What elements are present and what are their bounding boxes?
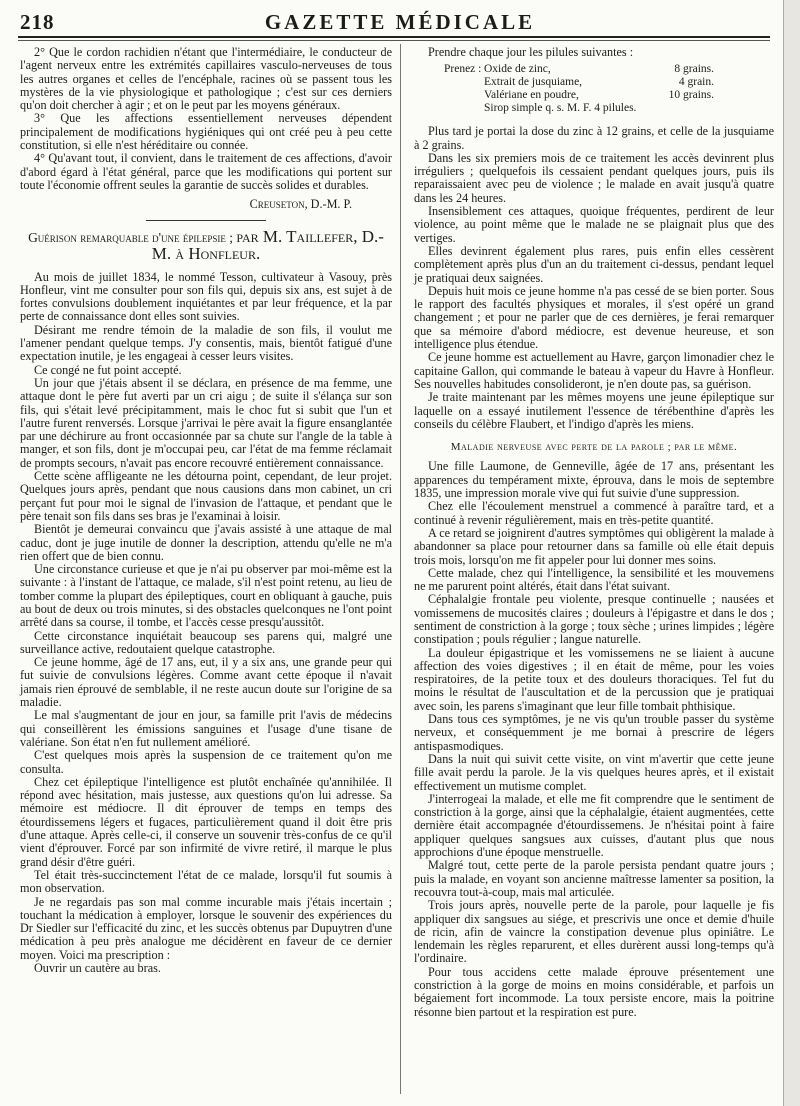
paragraph: Je traite maintenant par les mêmes moyens une jeune épileptique sur laquelle on a essayé inutilement l'essence de térébenthine d'après les conseils du célèbre Flaubert, et l'indigo d'après les miens. xyxy=(414,390,774,431)
paragraph: Ce congé ne fut point accepté. xyxy=(34,362,182,377)
paragraph: 3° Que les affections essentiellement nerveuses dépendent principalement de modifications hygiéniques qui ont créé peu à peu cette constitution, si elle n'est héréditaire ou connée. xyxy=(20,111,392,153)
paragraph: Je ne regardais pas son mal comme incurable mais j'étais incertain ; touchant la médication à employer, lorsque le souvenir des expériences du Dr Siedler sur l'efficacité du zinc, et les succès obtenus par Dupuytren d'une médication à peu près analogue me décidèrent en faveur de ce dernier moyen. Voici ma prescription : xyxy=(20,894,392,962)
prescription-qty: 4 grain. xyxy=(678,76,714,89)
paragraph: Un jour que j'étais absent il se déclara, en présence de ma femme, une attaque dont le père fut averti par un cri aigu ; de suite il s'élança sur son fils, qui s'était levé précipitamment, mais le choc fut si subit que l'un et l'autre furent renversés. Lorsque j'arrivai le père avait la figure ensanglantée par une déchirure au front occasionnée par sa chute sur l'angle de la table à manger, et son fils, dont je m'occupai peu, car l'état de ma femme réclamait de prompts secours, n'avait pas encore recouvré entièrement connaissance. xyxy=(20,375,392,470)
paragraph: Chez elle l'écoulement menstruel a commencé à paraître tard, et a continué à revenir régulièrement, mais en très-petite quantité. xyxy=(414,499,774,527)
page-edge xyxy=(783,0,800,1106)
paragraph: J'interrogeai la malade, et elle me fit comprendre que le sentiment de constriction à la gorge, ainsi que la céphalalgie, étaient augmentées, cette dernière était accompagnée d'étourdissemens. Je n'hésitai point à faire appliquer quelques sangsues aux cuisses, d'autant plus que nous approchions d'une époque menstruelle. xyxy=(414,791,774,860)
paragraph: Ce jeune homme est actuellement au Havre, garçon limonadier chez le capitaine Gallon, qui commande le bateau à vapeur du Havre à Honfleur. Ses nouvelles habitudes consolideront, je n'en doute pas, sa guérison. xyxy=(414,350,774,391)
left-column xyxy=(20,46,392,975)
prescription-item: Sirop simple q. s. M. F. 4 pilules. xyxy=(484,102,637,115)
paragraph: Ce jeune homme, âgé de 17 ans, eut, il y a six ans, une grande peur qui fut suivie de convulsions légères. Comme avant cette époque il n'avait jamais rien éprouvé de semblable, il ne reste aucun doute sur l'origine de sa maladie. xyxy=(20,655,392,710)
paragraph: Plus tard je portai la dose du zinc à 12 grains, et celle de la jusquiame à 2 grains. xyxy=(414,124,774,152)
article-title-part2: par M. Taillefer, D.-M. à Honfleur. xyxy=(151,226,384,263)
paragraph: Une circonstance curieuse et que je n'ai pu observer par moi-même est la suivante : à l'instant de l'attaque, ce malade, s'il n'est point retenu, au lieu de tomber comme la plupart des épileptiques, court en obliquant à gauche, puis au bout de deux ou trois minutes, si des obstacles quelconques ne l'ont point arrêté dans sa course, il tombe, et l'accès cesse presqu'aussitôt. xyxy=(20,562,392,630)
paragraph: Prendre chaque jour les pilules suivantes : xyxy=(428,45,634,59)
paragraph: Dans la nuit qui suivit cette visite, on vint m'avertir que cette jeune fille avait perdu la parole. Je la vis quelques heures après, et il existait effectivement un mutisme complet. xyxy=(414,751,774,793)
section-title: Maladie nerveuse avec perte de la parole ; par le même. xyxy=(450,441,738,454)
prescription-qty: 10 grains. xyxy=(668,89,714,102)
paragraph: Dans tous ces symptômes, je ne vis qu'un trouble passer du système nerveux, et conséquemment je me bornai à prescrire de légers antispasmodiques. xyxy=(414,712,774,753)
paragraph: Céphalalgie frontale peu violente, presque continuelle ; nausées et vomissemens de mucosités claires ; douleurs à l'épigastre et dans le dos ; sentiment de constriction à la gorge ; toux sèche ; urines limpides ; légère constipation ; pouls régulier ; langue naturelle. xyxy=(414,592,774,647)
paragraph: Dans les six premiers mois de ce traitement les accès devinrent plus irréguliers ; quelquefois ils cessaient pendant quelques jours, puis ils reparaissaient avec peu de violence ; le malade en avait jusqu'à quatre dans les 24 heures. xyxy=(414,150,774,205)
paragraph: Cette malade, chez qui l'intelligence, la sensibilité et les mouvemens ne me parurent point altérés, était dans l'état suivant. xyxy=(414,565,774,594)
paragraph: Cette scène affligeante ne les détourna point, cependant, de leur projet. Quelques jours après, pendant que nous causions dans mon cabinet, un cri perçant fut pour moi le signal de l'invasion de l'attaque, et pendant que le père tenait son fils dans ses bras je l'examinai à loisir. xyxy=(20,469,392,523)
right-column xyxy=(414,46,774,1019)
prescription-item: Valériane en poudre, xyxy=(484,89,579,102)
paragraph: La douleur épigastrique et les vomissemens ne se liaient à aucune affection des voies digestives ; il en était de même, pour les voies respiratoires, de la petite toux et des douleurs thoraciques. Tel fut du moins le résultat de l'auscultation et de la percussion que je pratiquai avec soin, les parens s'imaginant que leur fille tombait phthisique. xyxy=(414,645,774,713)
paragraph: Tel était très-succinctement l'état de ce malade, lorsqu'il fut soumis à mon observation. xyxy=(20,867,392,896)
page-number: 218 xyxy=(20,10,55,34)
prescription-item: Oxide de zinc, xyxy=(484,63,551,76)
prescription-line xyxy=(444,63,774,76)
page-header xyxy=(0,0,800,34)
prescription-line xyxy=(444,102,774,115)
prescription-qty: 8 grains. xyxy=(674,63,714,76)
paragraph: 2° Que le cordon rachidien n'étant que l'intermédiaire, le conducteur de l'agent nerveux entre les extrémités capillaires vasculo-nerveuses de tous les autres organes et celles de l'encéphale, racines où se passent tous les mystères de la vie physiologique et pathologique ; c'est sur ces derniers qu'on doit chercher à agir ; et on le peut par les moyens généraux. xyxy=(20,45,392,113)
article-title xyxy=(20,226,392,263)
paragraph: Malgré tout, cette perte de la parole persista pendant quatre jours ; puis la malade, en voyant son ancienne maîtresse lamenter sa position, la recouvra tout-à-coup, mais mal articulée. xyxy=(414,858,774,899)
paragraph: Chez cet épileptique l'intelligence est plutôt enchaînée qu'annihilée. Il répond avec hésitation, mais justesse, aux questions qu'on lui adresse. Sa mémoire est médiocre. Il dit éprouver de temps en temps des étourdissemens légers et fugaces, particulièrement quand il doit être pris d'une attaque. Après celle-ci, il conserve un souvenir très-confus de ce qu'il vient d'éprouver. Forcé par son infirmité de vivre retiré, il marque le plus grand désir d'être guéri. xyxy=(20,774,392,869)
prescription xyxy=(444,63,774,115)
paragraph: Bientôt je demeurai convaincu que j'avais assisté à une attaque de mal caduc, dont je juge inutile de donner la description, attendu qu'elle ne m'a rien offert que de bien connu. xyxy=(20,522,392,563)
paragraph: Cette circonstance inquiétait beaucoup ses parens qui, malgré une surveillance active, redoutaient quelque catastrophe. xyxy=(20,628,392,656)
paragraph: Une fille Laumone, de Genneville, âgée de 17 ans, présentant les apparences du tempérament mixte, éprouva, dans le mois de septembre 1835, une impression morale vive qui fut suivie d'une suppression. xyxy=(414,459,774,501)
header-rule-thin xyxy=(18,40,770,41)
prescription-item: Extrait de jusquiame, xyxy=(484,76,583,89)
author-signature: Creuseton, D.-M. P. xyxy=(249,197,352,212)
paragraph: Pour tous accidens cette malade éprouve présentement une constriction à la gorge de moins en moins considérable, et parfois un bégaiement fort incommode. La toux persiste encore, mais la poitrine résonne bien partout et la respiration est pure. xyxy=(414,964,774,1019)
paragraph: Désirant me rendre témoin de la maladie de son fils, il voulut me l'amener pendant quelque temps. J'y consentis, mais, bientôt fatigué d'une expectation inutile, je les engageai à cesser leurs visites. xyxy=(20,322,392,364)
header-rule xyxy=(18,36,770,38)
prescription-label: Prenez : xyxy=(444,63,482,76)
paragraph: 4° Qu'avant tout, il convient, dans le traitement de ces affections, d'avoir d'abord égard à l'état général, parce que les modifications qui portent sur toute l'économie offrent seules la garantie de succès solides et durables. xyxy=(20,151,392,192)
paragraph: C'est quelques mois après la suspension de ce traitement qu'on me consulta. xyxy=(20,748,392,776)
paragraph: Le mal s'augmentant de jour en jour, sa famille prit l'avis de médecins qui conseillèrent les émissions sanguines et l'usage d'une tisane de valériane. Son état n'en fut nullement amélioré. xyxy=(20,708,392,749)
publication-title: GAZETTE MÉDICALE xyxy=(264,10,536,34)
paragraph: A ce retard se joignirent d'autres symptômes qui obligèrent la malade à abandonner sa place pour retourner dans sa famille où elle était depuis trois mois, lorsqu'on me fit appeler pour lui donner mes soins. xyxy=(414,525,774,567)
section-divider xyxy=(146,220,266,221)
paragraph: Depuis huit mois ce jeune homme n'a pas cessé de se bien porter. Sous le rapport des facultés physiques et morales, il s'est opéré un grand changement ; et pour ne parler que de ces dernières, je ferai remarquer que sa mémoire d'abord médiocre, est devenue heureuse, et son intelligence plus étendue. xyxy=(414,283,774,352)
paragraph: Elles devinrent également plus rares, puis enfin elles cessèrent complètement après plus d'un an du traitement ci-dessus, pendant lequel je pratiquai deux saignées. xyxy=(414,243,774,285)
paragraph: Au mois de juillet 1834, le nommé Tesson, cultivateur à Vasouy, près Honfleur, vint me consulter pour son fils qui, depuis six ans, est sujet à de fortes convulsions doublement inquiétantes et par leur fréquence, et la par perte de connaissance dont elles sont suivies. xyxy=(20,269,392,324)
paragraph: Insensiblement ces attaques, quoique fréquentes, perdirent de leur violence, au point même que le malade ne se plaignait plus que des vertiges. xyxy=(414,204,774,245)
column-separator xyxy=(400,44,401,1094)
article-title-part1: Guérison remarquable d'une épilepsie ; xyxy=(28,229,233,245)
prescription-line xyxy=(444,76,774,89)
prescription-line xyxy=(444,89,774,102)
paragraph: Trois jours après, nouvelle perte de la parole, pour laquelle je fis appliquer dix sangsues au siége, et prescrivis une once et demie d'huile de ricin, afin de vaincre la constipation devenue plus opiniâtre. Le lendemain les règles reparurent, et elles durèrent aussi long-temps qu'à l'ordinaire. xyxy=(414,898,774,966)
paragraph: Ouvrir un cautère au bras. xyxy=(34,961,161,975)
